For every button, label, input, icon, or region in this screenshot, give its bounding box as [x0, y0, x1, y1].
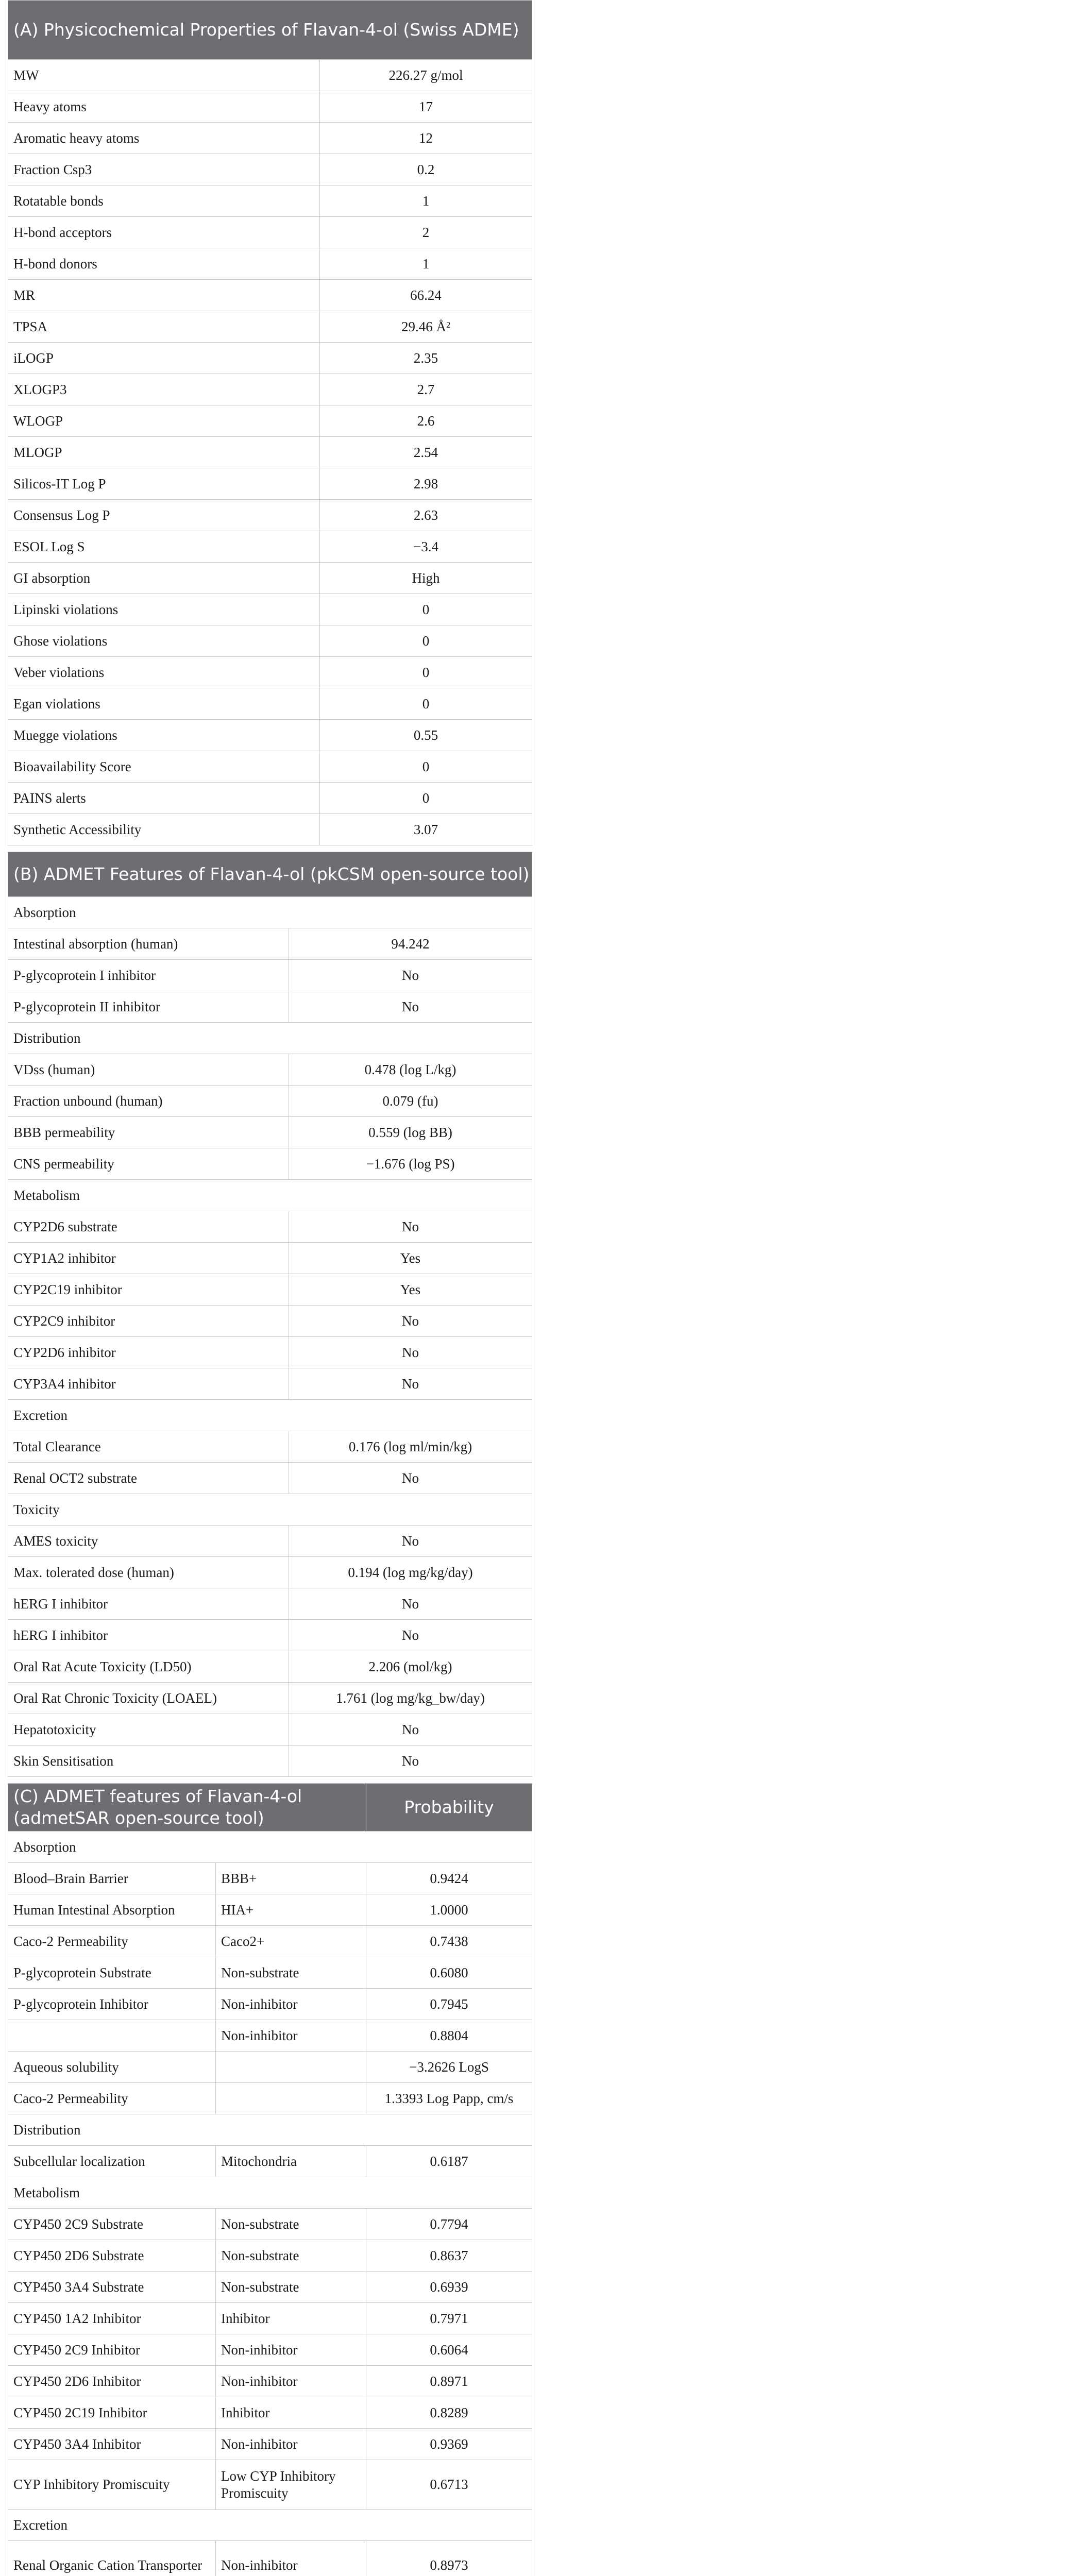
probability-value: 0.8637 — [366, 2240, 532, 2272]
table-row — [8, 500, 532, 531]
probability-value: 0.9369 — [366, 2429, 532, 2460]
document-page — [8, 0, 532, 2576]
property-label: CYP450 3A4 Inhibitor — [8, 2429, 216, 2460]
table-row — [8, 1337, 532, 1368]
table-c-title: (C) ADMET features of Flavan-4-ol (admetSAR open-source tool) — [8, 1784, 366, 1832]
table-row — [8, 720, 532, 751]
property-label: CYP450 2C9 Substrate — [8, 2209, 216, 2240]
property-label: ESOL Log S — [8, 531, 320, 563]
probability-value: 0.7971 — [366, 2303, 532, 2334]
table-row — [8, 1714, 532, 1745]
prediction-value: Non-inhibitor — [216, 2334, 366, 2366]
table-row — [8, 2083, 532, 2114]
table-row — [8, 1526, 532, 1557]
property-label: MR — [8, 280, 320, 311]
property-label: CYP Inhibitory Promiscuity — [8, 2460, 216, 2510]
property-value: No — [289, 1337, 532, 1368]
property-label: Fraction unbound (human) — [8, 1086, 289, 1117]
property-value: No — [289, 1306, 532, 1337]
property-value: No — [289, 1745, 532, 1777]
property-value: 2.63 — [320, 500, 532, 531]
property-label: Egan violations — [8, 688, 320, 720]
table-row — [8, 1086, 532, 1117]
prediction-value: HIA+ — [216, 1894, 366, 1926]
table-row — [8, 123, 532, 154]
property-label: BBB permeability — [8, 1117, 289, 1148]
property-value: 2.35 — [320, 343, 532, 374]
property-value: 1 — [320, 248, 532, 280]
property-label: CYP1A2 inhibitor — [8, 1243, 289, 1274]
property-label: Oral Rat Acute Toxicity (LD50) — [8, 1651, 289, 1683]
property-label: Oral Rat Chronic Toxicity (LOAEL) — [8, 1683, 289, 1714]
property-value: No — [289, 1526, 532, 1557]
property-value: No — [289, 1211, 532, 1243]
property-label: CYP450 2D6 Substrate — [8, 2240, 216, 2272]
property-value: 2.7 — [320, 374, 532, 405]
property-label: XLOGP3 — [8, 374, 320, 405]
property-label: Max. tolerated dose (human) — [8, 1557, 289, 1588]
probability-value: 0.8971 — [366, 2366, 532, 2397]
property-value: 0.176 (log ml/min/kg) — [289, 1431, 532, 1463]
prediction-value — [216, 2083, 366, 2114]
property-value: 66.24 — [320, 280, 532, 311]
property-label: MLOGP — [8, 437, 320, 468]
property-label: Caco-2 Permeability — [8, 1926, 216, 1957]
table-row — [8, 1431, 532, 1463]
table-row — [8, 1463, 532, 1494]
property-label: P-glycoprotein II inhibitor — [8, 991, 289, 1023]
table-c-header-row — [8, 1784, 532, 1832]
property-label: Subcellular localization — [8, 2146, 216, 2177]
section-row — [8, 1832, 532, 1863]
table-c-probability-header: Probability — [366, 1784, 532, 1832]
table-row — [8, 783, 532, 814]
prediction-value: Non-inhibitor — [216, 2366, 366, 2397]
table-row — [8, 2052, 532, 2083]
table-row — [8, 1926, 532, 1957]
table-row — [8, 2366, 532, 2397]
table-row — [8, 1745, 532, 1777]
property-value: No — [289, 1463, 532, 1494]
property-label: AMES toxicity — [8, 1526, 289, 1557]
table-row — [8, 154, 532, 185]
property-label: Silicos-IT Log P — [8, 468, 320, 500]
property-value: 29.46 Å² — [320, 311, 532, 343]
prediction-value: Non-substrate — [216, 1957, 366, 1989]
property-value: 0 — [320, 625, 532, 657]
property-value: Yes — [289, 1243, 532, 1274]
property-label: CYP3A4 inhibitor — [8, 1368, 289, 1400]
table-row — [8, 468, 532, 500]
property-value: 0 — [320, 751, 532, 783]
table-c-admetsar — [8, 1783, 532, 2576]
property-label: H-bond acceptors — [8, 217, 320, 248]
property-label: Skin Sensitisation — [8, 1745, 289, 1777]
probability-value: 0.8804 — [366, 2020, 532, 2052]
section-row — [8, 1400, 532, 1431]
property-label: MW — [8, 60, 320, 91]
property-value: High — [320, 563, 532, 594]
table-row — [8, 1211, 532, 1243]
table-row — [8, 751, 532, 783]
table-row — [8, 60, 532, 91]
table-row — [8, 688, 532, 720]
table-row — [8, 594, 532, 625]
section-label: Toxicity — [8, 1494, 532, 1526]
prediction-value: Inhibitor — [216, 2397, 366, 2429]
property-label: iLOGP — [8, 343, 320, 374]
table-row — [8, 1557, 532, 1588]
property-value: 226.27 g/mol — [320, 60, 532, 91]
table-row — [8, 1620, 532, 1651]
property-value: 2.54 — [320, 437, 532, 468]
property-value: 0 — [320, 783, 532, 814]
table-row — [8, 531, 532, 563]
table-row — [8, 814, 532, 845]
table-row — [8, 2209, 532, 2240]
probability-value: 0.8289 — [366, 2397, 532, 2429]
probability-value: 1.0000 — [366, 1894, 532, 1926]
table-row — [8, 2460, 532, 2510]
property-value: 0.478 (log L/kg) — [289, 1054, 532, 1086]
table-row — [8, 1054, 532, 1086]
property-label: WLOGP — [8, 405, 320, 437]
property-label: Caco-2 Permeability — [8, 2083, 216, 2114]
table-row — [8, 405, 532, 437]
property-value: 2.206 (mol/kg) — [289, 1651, 532, 1683]
table-b-header-row — [8, 852, 532, 897]
property-value: 94.242 — [289, 928, 532, 960]
property-value: −1.676 (log PS) — [289, 1148, 532, 1180]
property-value: 1.761 (log mg/kg_bw/day) — [289, 1683, 532, 1714]
table-row — [8, 248, 532, 280]
table-row — [8, 91, 532, 123]
property-label: GI absorption — [8, 563, 320, 594]
probability-value: 0.6064 — [366, 2334, 532, 2366]
property-value: 0 — [320, 688, 532, 720]
property-value: Yes — [289, 1274, 532, 1306]
table-row — [8, 1894, 532, 1926]
property-label: Synthetic Accessibility — [8, 814, 320, 845]
table-c-body — [8, 1832, 532, 2576]
property-label: Ghose violations — [8, 625, 320, 657]
section-row — [8, 1180, 532, 1211]
probability-value: 0.6187 — [366, 2146, 532, 2177]
property-label: CYP2D6 inhibitor — [8, 1337, 289, 1368]
section-row — [8, 1494, 532, 1526]
prediction-value: Caco2+ — [216, 1926, 366, 1957]
prediction-value: Non-inhibitor — [216, 1989, 366, 2020]
property-label: CYP450 1A2 Inhibitor — [8, 2303, 216, 2334]
property-label: Aqueous solubility — [8, 2052, 216, 2083]
property-value: No — [289, 960, 532, 991]
table-row — [8, 437, 532, 468]
table-row — [8, 1148, 532, 1180]
property-value: 0.079 (fu) — [289, 1086, 532, 1117]
property-label: Hepatotoxicity — [8, 1714, 289, 1745]
property-label: hERG I inhibitor — [8, 1620, 289, 1651]
property-label: P-glycoprotein I inhibitor — [8, 960, 289, 991]
property-label: Aromatic heavy atoms — [8, 123, 320, 154]
property-label: Fraction Csp3 — [8, 154, 320, 185]
table-row — [8, 1651, 532, 1683]
table-row — [8, 1588, 532, 1620]
table-row — [8, 343, 532, 374]
property-value: 2.6 — [320, 405, 532, 437]
property-label: Blood–Brain Barrier — [8, 1863, 216, 1894]
property-label: CYP450 3A4 Substrate — [8, 2272, 216, 2303]
table-row — [8, 1274, 532, 1306]
property-label: P-glycoprotein Substrate — [8, 1957, 216, 1989]
property-label: Bioavailability Score — [8, 751, 320, 783]
table-b-body — [8, 897, 532, 1777]
prediction-value: BBB+ — [216, 1863, 366, 1894]
prediction-value: Non-inhibitor — [216, 2541, 366, 2576]
section-label: Absorption — [8, 897, 532, 928]
table-a-body — [8, 60, 532, 845]
probability-value: 0.6713 — [366, 2460, 532, 2510]
section-label: Excretion — [8, 1400, 532, 1431]
table-a-header-row — [8, 1, 532, 60]
property-label: CYP450 2C19 Inhibitor — [8, 2397, 216, 2429]
section-row — [8, 1023, 532, 1054]
table-row — [8, 960, 532, 991]
table-row — [8, 2240, 532, 2272]
table-row — [8, 1683, 532, 1714]
property-label: Heavy atoms — [8, 91, 320, 123]
probability-value: 0.7945 — [366, 1989, 532, 2020]
table-row — [8, 1957, 532, 1989]
probability-value: 0.6939 — [366, 2272, 532, 2303]
table-row — [8, 2541, 532, 2576]
table-row — [8, 217, 532, 248]
property-value: 0.55 — [320, 720, 532, 751]
table-row — [8, 657, 532, 688]
table-row — [8, 1306, 532, 1337]
table-row — [8, 1989, 532, 2020]
table-row — [8, 2272, 532, 2303]
property-label: Renal Organic Cation Transporter — [8, 2541, 216, 2576]
probability-value: 0.8973 — [366, 2541, 532, 2576]
property-value: 3.07 — [320, 814, 532, 845]
property-label: Consensus Log P — [8, 500, 320, 531]
property-value: 12 — [320, 123, 532, 154]
prediction-value: Mitochondria — [216, 2146, 366, 2177]
property-value: 2.98 — [320, 468, 532, 500]
probability-value: −3.2626 LogS — [366, 2052, 532, 2083]
probability-value: 0.7794 — [366, 2209, 532, 2240]
property-label: Intestinal absorption (human) — [8, 928, 289, 960]
table-row — [8, 928, 532, 960]
property-label: CNS permeability — [8, 1148, 289, 1180]
table-row — [8, 311, 532, 343]
section-label: Distribution — [8, 1023, 532, 1054]
table-row — [8, 280, 532, 311]
prediction-value: Inhibitor — [216, 2303, 366, 2334]
section-label: Distribution — [8, 2114, 532, 2146]
property-label: PAINS alerts — [8, 783, 320, 814]
table-row — [8, 625, 532, 657]
prediction-value: Non-inhibitor — [216, 2429, 366, 2460]
property-value: 0.559 (log BB) — [289, 1117, 532, 1148]
section-label: Absorption — [8, 1832, 532, 1863]
property-label: Total Clearance — [8, 1431, 289, 1463]
property-value: 0 — [320, 594, 532, 625]
property-label: P-glycoprotein Inhibitor — [8, 1989, 216, 2020]
property-value: 0.194 (log mg/kg/day) — [289, 1557, 532, 1588]
table-row — [8, 185, 532, 217]
section-label: Metabolism — [8, 2177, 532, 2209]
table-a-title: (A) Physicochemical Properties of Flavan-4-ol (Swiss ADME) — [8, 1, 532, 60]
table-row — [8, 1863, 532, 1894]
property-label: Muegge violations — [8, 720, 320, 751]
property-label: Veber violations — [8, 657, 320, 688]
prediction-value: Non-substrate — [216, 2209, 366, 2240]
table-row — [8, 2429, 532, 2460]
prediction-value: Non-substrate — [216, 2240, 366, 2272]
property-label: CYP450 2D6 Inhibitor — [8, 2366, 216, 2397]
property-value: 17 — [320, 91, 532, 123]
property-value: No — [289, 1620, 532, 1651]
property-label: VDss (human) — [8, 1054, 289, 1086]
property-label: Renal OCT2 substrate — [8, 1463, 289, 1494]
table-row — [8, 2397, 532, 2429]
table-b-pkcsm — [8, 852, 532, 1777]
table-row — [8, 2146, 532, 2177]
prediction-value: Non-substrate — [216, 2272, 366, 2303]
property-value: 0.2 — [320, 154, 532, 185]
table-row — [8, 2303, 532, 2334]
property-label: CYP450 2C9 Inhibitor — [8, 2334, 216, 2366]
table-row — [8, 2020, 532, 2052]
section-row — [8, 2177, 532, 2209]
section-row — [8, 2114, 532, 2146]
property-value: 1 — [320, 185, 532, 217]
table-row — [8, 1368, 532, 1400]
section-row — [8, 897, 532, 928]
table-a-physicochemical — [8, 0, 532, 845]
property-label: hERG I inhibitor — [8, 1588, 289, 1620]
property-label: Lipinski violations — [8, 594, 320, 625]
section-row — [8, 2510, 532, 2541]
property-label: CYP2C9 inhibitor — [8, 1306, 289, 1337]
property-label: TPSA — [8, 311, 320, 343]
section-label: Metabolism — [8, 1180, 532, 1211]
probability-value: 0.7438 — [366, 1926, 532, 1957]
property-label — [8, 2020, 216, 2052]
property-value: −3.4 — [320, 531, 532, 563]
prediction-value — [216, 2052, 366, 2083]
property-label: CYP2D6 substrate — [8, 1211, 289, 1243]
table-b-title: (B) ADMET Features of Flavan-4-ol (pkCSM open-source tool) — [8, 852, 532, 897]
property-value: 2 — [320, 217, 532, 248]
property-value: No — [289, 1588, 532, 1620]
property-label: Human Intestinal Absorption — [8, 1894, 216, 1926]
table-row — [8, 374, 532, 405]
probability-value: 0.9424 — [366, 1863, 532, 1894]
table-row — [8, 991, 532, 1023]
property-value: No — [289, 991, 532, 1023]
property-value: No — [289, 1368, 532, 1400]
probability-value: 1.3393 Log Papp, cm/s — [366, 2083, 532, 2114]
probability-value: 0.6080 — [366, 1957, 532, 1989]
property-label: H-bond donors — [8, 248, 320, 280]
property-value: 0 — [320, 657, 532, 688]
prediction-value: Non-inhibitor — [216, 2020, 366, 2052]
prediction-value: Low CYP Inhibitory Promiscuity — [216, 2460, 366, 2510]
section-label: Excretion — [8, 2510, 532, 2541]
table-row — [8, 563, 532, 594]
table-row — [8, 1243, 532, 1274]
table-row — [8, 2334, 532, 2366]
property-label: Rotatable bonds — [8, 185, 320, 217]
table-row — [8, 1117, 532, 1148]
property-value: No — [289, 1714, 532, 1745]
property-label: CYP2C19 inhibitor — [8, 1274, 289, 1306]
